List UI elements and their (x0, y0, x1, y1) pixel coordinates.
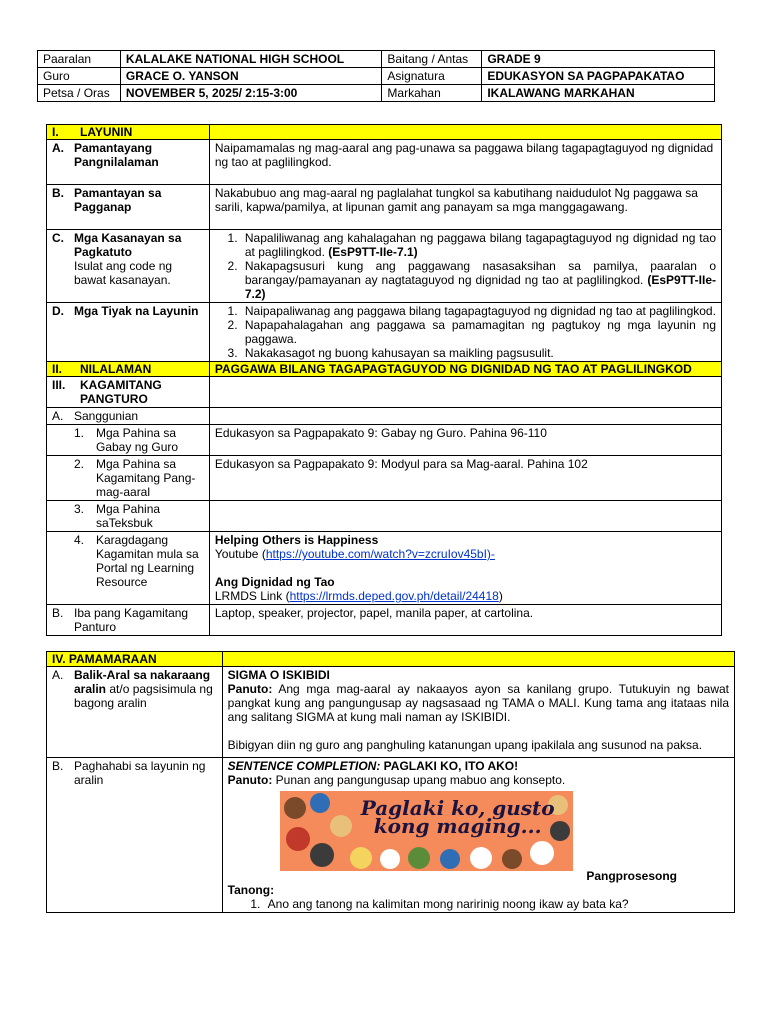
competency-code: (EsP9TT-IIe-7.2) (244, 273, 717, 301)
pangprosesong-label: Pangprosesong (586, 869, 677, 883)
child-figure-icon (310, 793, 330, 813)
row-balik-aral: A. Balik-Aral sa nakaraang aralin at/o pagsisimula ng bagong aralin SIGMA O ISKIBIDI Panuto: Ang mga mag-aaral ay nakaayos ayon sa kanilang grupo. Tutukuyin ng bawat pangkat kung ang pangungusap ay nagsasaad ng TAMA o MALI. Kung tama ang itataas nila ang salitang SIGMA at kung mali naman ay ISKIBIDI. Bibigyan diin ng guro ang panghuling katanungan upang ipakilala ang susunod na paksa. (47, 667, 735, 758)
child-figure-icon (284, 797, 306, 819)
list-item: 2. Napapahalagahan ang paggawa sa pamamagitan ng pagtukoy ng mga layunin ng paggawa. (241, 318, 716, 346)
child-figure-icon (440, 849, 460, 869)
section-nilalaman: II. NILALAMAN PAGGAWA BILANG TAGAPAGTAGUYOD NG DIGNIDAD NG TAO AT PAGLILINGKOD (47, 362, 722, 377)
list-item: 2. Nakapagsusuri kung ang paggawang nasasaksihan sa pamilya, paaralan o barangay/pamayanan ay nagtataguyod ng dignidad ng tao at paglilingkod. (EsP9TT-IIe-7.2) (241, 259, 716, 301)
row-content: Edukasyon sa Pagpapakato 9: Modyul para sa Mag-aaral. Pahina 102 (209, 456, 721, 501)
list-item: 3. Nakakasagot ng buong kahusayan sa maikling pagsusulit. (241, 346, 716, 360)
row-sanggunian: A. Sanggunian (47, 408, 722, 425)
resource-title: Ang Dignidad ng Tao (214, 575, 335, 589)
row-label: Karagdagang Kagamitan mula sa Portal ng Learning Resource (96, 533, 199, 589)
section-pamamaraan-header (47, 652, 735, 667)
header-label: Baitang / Antas (382, 51, 482, 68)
date-time: NOVEMBER 5, 2025/ 2:15-3:00 (120, 85, 381, 102)
row-sublabel: Isulat ang code ng bawat kasanayan. (74, 259, 173, 287)
row-content: SIGMA O ISKIBIDI Panuto: Ang mga mag-aaral ay nakaayos ayon sa kanilang grupo. Tutukuyin ng bawat pangkat kung ang pangungusap ay nagsasaad ng TAMA o MALI. Kung tama ang itataas nila ang salitang SIGMA at kung mali naman ay ISKIBIDI. Bibigyan diin ng guro ang panghuling katanungan upang ipakilala ang susunod na paksa. (222, 667, 734, 758)
header-label: Markahan (382, 85, 482, 102)
row-content: Edukasyon sa Pagpapakato 9: Gabay ng Guro. Pahina 96-110 (209, 425, 721, 456)
row-content (209, 303, 721, 362)
header-row (38, 68, 715, 85)
row-content: Naipamamalas ng mag-aaral ang pag-unawa sa paggawa bilang tagapagtaguyod ng dignidad ng tao at paglilingkod. (209, 140, 721, 185)
child-figure-icon (286, 827, 310, 851)
row-label: Paghahabi sa layunin ng aralin (74, 759, 206, 787)
row-label: Pamantayang Pangnilalaman (74, 141, 159, 169)
paglaki-ko-illustration (280, 791, 573, 871)
section-title: IV. PAMAMARAAN (47, 652, 223, 667)
resource-title: Helping Others is Happiness (214, 533, 379, 547)
row-kagamitang-mag-aaral: 2. Mga Pahina sa Kagamitang Pang-mag-aaral Edukasyon sa Pagpapakato 9: Modyul para sa Mag-aaral. Pahina 102 (47, 456, 722, 501)
section-title: KAGAMITANG PANGTURO (80, 378, 162, 406)
row-paghahabi: B. Paghahabi sa layunin ng aralin SENTENCE COMPLETION: PAGLAKI KO, ITO AKO! Panuto: Punan ang pangungusap upang mabuo ang konsepto. Paglaki ko, gusto kong maging... Pangprosesong Tanong: 1. Ano ang tanong na kalimitan mong naririnig noong ikaw ay bata ka? (47, 758, 735, 913)
tiyak-list (215, 304, 716, 360)
child-figure-icon (470, 847, 492, 869)
row-label: Balik-Aral sa nakaraang aralin at/o pagsisimula ng bagong aralin (74, 668, 213, 710)
row-content: Laptop, speaker, projector, papel, manila paper, at cartolina. (209, 605, 721, 636)
child-figure-icon (408, 847, 430, 869)
section-title: LAYUNIN (80, 125, 133, 139)
list-item: 1. Naipapaliwanag ang paggawa bilang tagapagtaguyod ng dignidad ng tao at paglilingkod. (241, 304, 716, 318)
quarter: IKALAWANG MARKAHAN (482, 85, 715, 102)
row-pamantayang-pangnilalaman: A. Pamantayang Pangnilalaman Naipamamalas ng mag-aaral ang pag-unawa sa paggawa bilang tagapagtaguyod ng dignidad ng tao at paglilingkod. (47, 140, 722, 185)
row-label: Mga Kasanayan sa Pagkatuto (74, 231, 182, 259)
row-label: Mga Tiyak na Layunin (74, 304, 199, 318)
row-label: Mga Pahina sa Gabay ng Guro (96, 426, 179, 454)
row-label: Mga Pahina saTeksbuk (96, 502, 161, 530)
row-label: Mga Pahina sa Kagamitang Pang-mag-aaral (96, 457, 196, 499)
row-teksbuk: 3. Mga Pahina saTeksbuk (47, 501, 722, 532)
teacher-name: GRACE O. YANSON (120, 68, 381, 85)
row-label: Sanggunian (74, 409, 139, 423)
header-label: Guro (38, 68, 121, 85)
subject: EDUKASYON SA PAGPAPAKATAO (482, 68, 715, 85)
header-label: Asignatura (382, 68, 482, 85)
section-kagamitan: III. KAGAMITANG PANGTURO (47, 377, 722, 408)
row-iba-pang-kagamitan: B. Iba pang Kagamitang Panturo Laptop, speaker, projector, papel, manila paper, at cartolina. (47, 605, 722, 636)
child-figure-icon (350, 847, 372, 869)
header-row (38, 85, 715, 102)
header-label: Petsa / Oras (38, 85, 121, 102)
competency-code: (EsP9TT-IIe-7.1) (328, 245, 418, 259)
pamamaraan-table (46, 651, 735, 913)
row-tiyak-na-layunin: D. Mga Tiyak na Layunin 1. Naipapaliwanag ang paggawa bilang tagapagtaguyod ng dignidad ng tao at paglilingkod. 2. Napapahalagahan ang paggawa sa pamamagitan ng pagtukoy ng mga layunin ng paggawa. 3. Nakakasagot ng buong kahusayan sa maikling pagsusulit. (47, 303, 722, 362)
lesson-plan-table (46, 124, 722, 636)
row-content: Helping Others is Happiness Youtube (https://youtube.com/watch?v=zcruIov45bI)- Ang Dignidad ng Tao LRMDS Link (https://lrmds.deped.gov.ph/detail/24418) (209, 532, 721, 605)
teacher-note: Bibigyan diin ng guro ang panghuling katanungan upang ipakilala ang susunod na paksa. (227, 738, 703, 752)
grade-level: GRADE 9 (482, 51, 715, 68)
header-label: Paaralan (38, 51, 121, 68)
tanong-label: Tanong: (227, 883, 275, 897)
row-content: Nakabubuo ang mag-aaral ng paglalahat tungkol sa kabutihang naidudulot Ng paggawa sa sarili, kapwa/pamilya, at lipunan gamit ang panayam sa mga manggagawang. (209, 185, 721, 230)
child-figure-icon (530, 841, 554, 865)
section-title: NILALAMAN (80, 362, 152, 376)
row-content (209, 501, 721, 532)
row-content: SENTENCE COMPLETION: PAGLAKI KO, ITO AKO! Panuto: Punan ang pangungusap upang mabuo ang konsepto. Paglaki ko, gusto kong maging... Pangprosesong Tanong: 1. Ano ang tanong na kalimitan mong naririnig noong ikaw ay bata ka? (222, 758, 734, 913)
header-table (37, 50, 715, 102)
row-karagdagang-kagamitan: 4. Karagdagang Kagamitan mula sa Portal ng Learning Resource Helping Others is Happiness Youtube (https://youtube.com/watch?v=zcruIov45bI)- Ang Dignidad ng Tao LRMDS Link (https://lrmds.deped.gov.ph/detail/24418) (47, 532, 722, 605)
lrmds-link[interactable]: https://lrmds.deped.gov.ph/detail/24418 (289, 589, 499, 603)
section-layunin-header: I. LAYUNIN (47, 125, 722, 140)
row-pamantayan-sa-pagganap: B. Pamantayan sa Pagganap Nakabubuo ang mag-aaral ng paglalahat tungkol sa kabutihang naidudulot Ng paggawa sa sarili, kapwa/pamilya, at lipunan gamit ang panayam sa mga manggagawang. (47, 185, 722, 230)
row-gabay-ng-guro: 1. Mga Pahina sa Gabay ng Guro Edukasyon sa Pagpapakato 9: Gabay ng Guro. Pahina 96-110 (47, 425, 722, 456)
row-label: Iba pang Kagamitang Panturo (74, 606, 189, 634)
school-name: KALALAKE NATIONAL HIGH SCHOOL (120, 51, 381, 68)
illustration-caption: Paglaki ko, gusto kong maging... (360, 796, 555, 838)
row-mga-kasanayan: C. Mga Kasanayan sa Pagkatuto Isulat ang code ng bawat kasanayan. 1. Napaliliwanag ang kahalagahan ng paggawa bilang tagapagtaguyod ng dignidad ng tao at paglilingkod. (EsP9TT-IIe-7.1) 2. Nakapagsusuri kung ang paggawang nasasaksihan sa pamilya, paaralan o barangay/pamayanan ay nagtataguyod ng dignidad ng tao at paglilingkod. (EsP9TT-IIe-7.2) (47, 230, 722, 303)
child-figure-icon (310, 843, 334, 867)
kasanayan-list (215, 231, 716, 301)
tanong-list (228, 897, 729, 911)
child-figure-icon (502, 849, 522, 869)
row-content (209, 230, 721, 303)
activity-title: SENTENCE COMPLETION: PAGLAKI KO, ITO AKO! (227, 759, 519, 773)
list-item: 1. Ano ang tanong na kalimitan mong naririnig noong ikaw ay bata ka? (264, 897, 729, 911)
header-row (38, 51, 715, 68)
youtube-link[interactable]: https://youtube.com/watch?v=zcruIov45bI)- (265, 547, 495, 561)
row-label: Pamantayan sa Pagganap (74, 186, 162, 214)
nilalaman-topic: PAGGAWA BILANG TAGAPAGTAGUYOD NG DIGNIDAD NG TAO AT PAGLILINGKOD (209, 362, 721, 377)
activity-title: SIGMA O ISKIBIDI (227, 668, 330, 682)
child-figure-icon (380, 849, 400, 869)
list-item: 1. Napaliliwanag ang kahalagahan ng paggawa bilang tagapagtaguyod ng dignidad ng tao at paglilingkod. (EsP9TT-IIe-7.1) (241, 231, 716, 259)
child-figure-icon (330, 815, 352, 837)
